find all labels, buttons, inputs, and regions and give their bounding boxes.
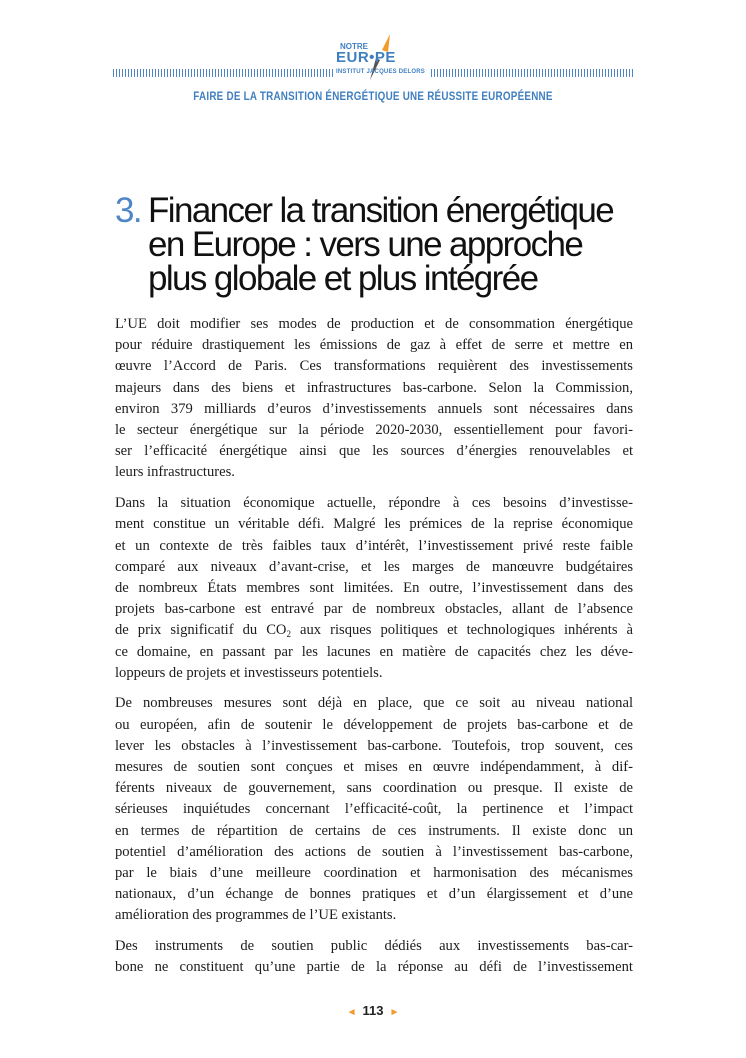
text-line: nationaux, d’un échange de bonnes pratiques et d’un élargissement et d’une bbox=[115, 886, 633, 903]
text-line: mesures de soutien sont conçues et mises en œuvre indépendamment, à dif- bbox=[115, 759, 633, 776]
title-line: plus globale et plus intégrée bbox=[148, 259, 538, 298]
text-line: De nombreuses mesures sont déjà en place, que ce soit au niveau national bbox=[115, 695, 633, 712]
arrow-right-icon: ► bbox=[389, 1007, 400, 1018]
text-line: Dans la situation économique actuelle, répondre à ces besoins d’investisse- bbox=[115, 495, 633, 512]
text-span: de prix significatif du CO bbox=[115, 622, 287, 639]
text-line: L’UE doit modifier ses modes de production et de consommation énergétique bbox=[115, 316, 633, 332]
text-line: potentiel d’amélioration des actions de soutien à l’investissement bas-carbone, bbox=[115, 843, 633, 860]
text-line: leurs infrastructures. bbox=[115, 464, 235, 481]
paragraph bbox=[115, 314, 633, 484]
text-line: de nombreux États membres sont limitées. En outre, l’investissement dans des bbox=[115, 579, 633, 596]
running-title: FAIRE DE LA TRANSITION ÉNERGÉTIQUE UNE RÉUSSITE EUROPÉENNE bbox=[193, 89, 553, 103]
text-line bbox=[115, 620, 633, 641]
section-title bbox=[115, 191, 614, 298]
title-line: Financer la transition énergétique bbox=[148, 191, 614, 230]
text-line: majeurs dans des biens et infrastructures bas-carbone. Selon la Commission, bbox=[115, 379, 633, 396]
text-line: projets bas-carbone est entravé par de nombreux obstacles, allant de l’absence bbox=[115, 601, 633, 618]
text-line: amélioration des programmes de l’UE existants. bbox=[115, 907, 397, 924]
text-line: pour réduire drastiquement les émissions de gaz à effet de serre et mettre en bbox=[115, 337, 633, 354]
text-line: loppeurs de projets et investisseurs potentiels. bbox=[115, 664, 383, 681]
body-text bbox=[115, 314, 633, 988]
text-line: ce domaine, en passant par les lacunes en matière de capacités chez les déve- bbox=[115, 643, 633, 660]
text-span: aux risques politiques et technologiques inhérents à bbox=[290, 622, 634, 639]
header-rule-right bbox=[431, 69, 634, 77]
text-line: sérieuses inquiétudes concernant l’efficacité-coût, la pertinence et l’impact bbox=[115, 801, 633, 818]
logo-europe: EUR•PE bbox=[336, 49, 396, 66]
text-line: ser l’efficacité énergétique ainsi que les sources d’énergies renouvelables et bbox=[115, 443, 633, 460]
text-line: ou européen, afin de soutenir le développement de projets bas-carbone et de bbox=[115, 716, 633, 733]
subscript: 2 bbox=[286, 629, 291, 640]
header-rule-left bbox=[113, 69, 335, 77]
paragraph bbox=[115, 493, 633, 684]
text-line: férents niveaux de gouvernement, sans coordination ou presque. Il existe de bbox=[115, 780, 633, 797]
page-footer bbox=[0, 1003, 746, 1018]
text-line: environ 379 milliards d’euros d’investissements annuels sont nécessaires dans bbox=[115, 400, 633, 417]
logo-notre: NOTRE bbox=[340, 42, 368, 51]
text-line: le secteur énergétique sur la période 2020-2030, essentiellement pour favori- bbox=[115, 422, 633, 439]
text-line: bone ne constituent qu’une partie de la réponse au défi de l’investissement bbox=[115, 959, 633, 976]
text-line: lever les obstacles à l’investissement bas-carbone. Toutefois, trop souvent, ces bbox=[115, 737, 633, 754]
paragraph bbox=[115, 693, 633, 926]
text-line: ment constitue un véritable défi. Malgré les prémices de la reprise économique bbox=[115, 516, 633, 533]
paragraph bbox=[115, 936, 633, 978]
title-line: en Europe : vers une approche bbox=[148, 225, 583, 264]
text-line: comparé aux niveaux d’avant-crise, et les marges de manœuvre budgétaires bbox=[115, 558, 633, 575]
section-number: 3. bbox=[115, 191, 141, 230]
text-line: en termes de répartition de certains de ces instruments. Il existe donc un bbox=[115, 822, 633, 839]
notre-europe-logo bbox=[330, 30, 430, 85]
page-number: 113 bbox=[362, 1003, 384, 1018]
logo-institut: INSTITUT JACQUES DELORS bbox=[336, 69, 425, 75]
text-line: Des instruments de soutien public dédiés aux investissements bas-car- bbox=[115, 938, 633, 955]
text-line: et un contexte de très faibles taux d’intérêt, l’investissement privé reste faible bbox=[115, 537, 633, 554]
text-line: par le biais d’une meilleure coordination et harmonisation des mécanismes bbox=[115, 865, 633, 882]
arrow-left-icon: ◄ bbox=[346, 1007, 357, 1018]
text-line: œuvre l’Accord de Paris. Ces transformations requièrent des investissements bbox=[115, 358, 633, 375]
